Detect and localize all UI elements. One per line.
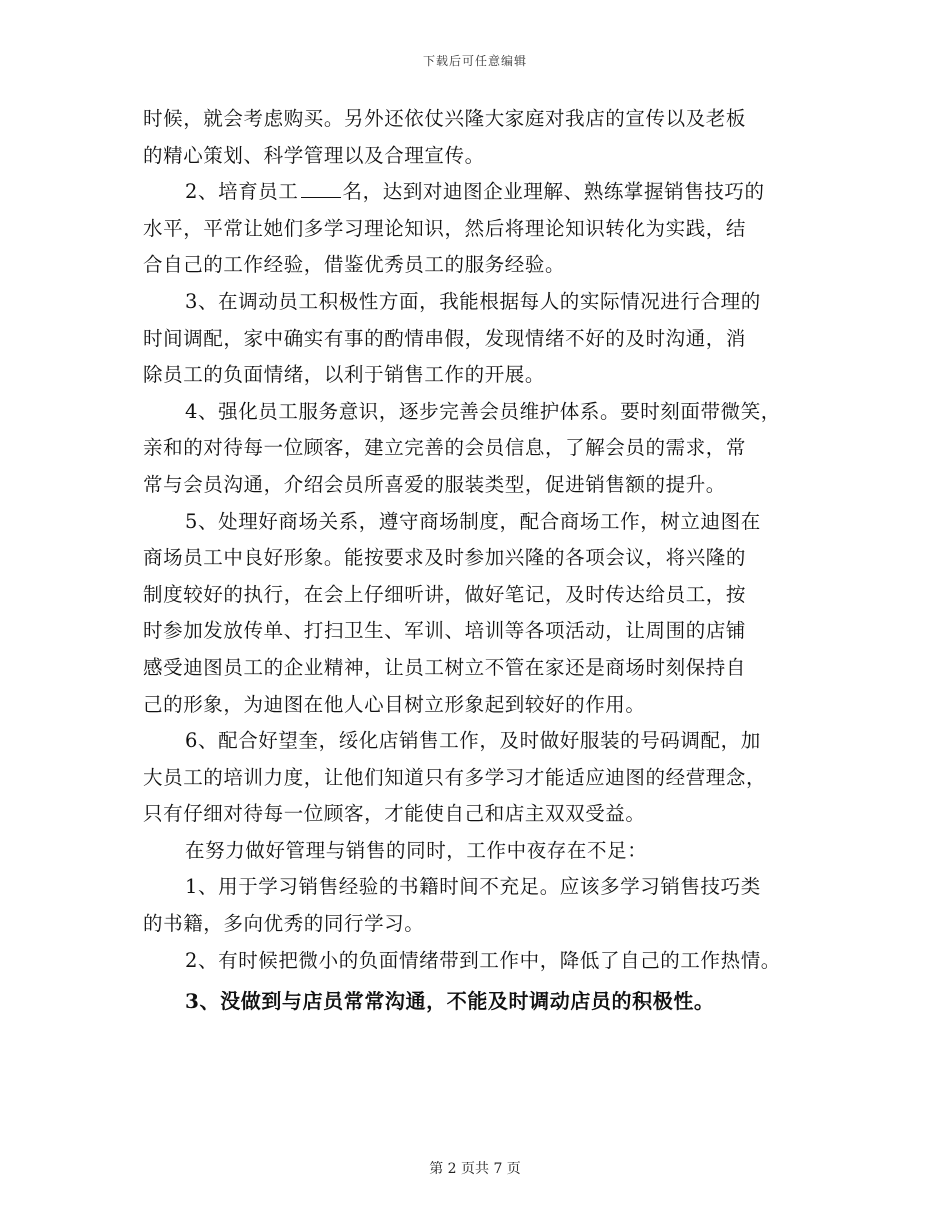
text-line: 合自己的工作经验，借鉴优秀员工的服务经验。 [143,253,566,277]
header-note: 下载后可任意编辑 [422,54,527,68]
page-indicator: 第 2 页共 7 页 [429,1161,521,1177]
text-segment: 名，达到对迪图企业理解、熟练掌握销售技巧的 [342,180,765,204]
text-line: 时候，就会考虑购买。另外还依仗兴隆大家庭对我店的宣传以及老板 [143,107,747,130]
text-line: 时参加发放传单、打扫卫生、军训、培训等各项活动，让周围的店铺 [143,619,747,643]
text-line: 大员工的培训力度，让他们知道只有多学习才能适应迪图的经营理念， [143,765,767,789]
text-line: 己的形象，为迪图在他人心目树立形象起到较好的作用。 [143,692,646,716]
text-segment: 2、培育员工 [185,180,299,204]
text-line: 1、用于学习销售经验的书籍时间不充足。应该多学习销售技巧类 [185,875,761,899]
text-line: 时间调配，家中确实有事的酌情串假，发现情绪不好的及时沟通，消 [143,326,747,350]
text-line: 6、配合好望奎，绥化店销售工作，及时做好服装的号码调配，加 [185,729,761,753]
text-line: 常与会员沟通，介绍会员所喜爱的服装类型，促进销售额的提升。 [143,472,726,496]
text-line: 的书籍，多向优秀的同行学习。 [143,912,425,936]
text-line: 水平，平常让她们多学习理论知识，然后将理论知识转化为实践，结 [143,216,747,240]
fill-in-blank [301,179,341,198]
text-line: 制度较好的执行，在会上仔细听讲，做好笔记，及时传达给员工，按 [143,582,747,606]
text-line: 只有仔细对待每一位顾客，才能使自己和店主双双受益。 [143,802,646,826]
text-line: 亲和的对待每一位顾客，建立完善的会员信息，了解会员的需求，常 [143,436,747,460]
text-line: 3、在调动员工积极性方面，我能根据每人的实际情况进行合理的 [185,289,761,313]
text-line: 2、有时候把微小的负面情绪带到工作中，降低了自己的工作热情。 [185,948,781,972]
text-line: 5、处理好商场关系，遵守商场制度，配合商场工作，树立迪图在 [185,509,761,533]
text-line: 在努力做好管理与销售的同时，工作中夜存在不足： [185,838,648,862]
text-line: 感受迪图员工的企业精神，让员工树立不管在家还是商场时刻保持自 [143,655,747,679]
text-line: 商场员工中良好形象。能按要求及时参加兴隆的各项会议，将兴隆的 [143,546,747,570]
text-line: 除员工的负面情绪，以利于销售工作的开展。 [143,363,546,387]
document-body [143,101,833,1020]
text-line-bold: 3、没做到与店员常常沟通，不能及时调动店员的积极性。 [185,989,715,1014]
text-line: 的精心策划、科学管理以及合理宣传。 [143,143,485,167]
text-line [143,174,833,211]
text-line: 4、强化员工服务意识，逐步完善会员维护体系。要时刻面带微笑， [185,399,781,423]
